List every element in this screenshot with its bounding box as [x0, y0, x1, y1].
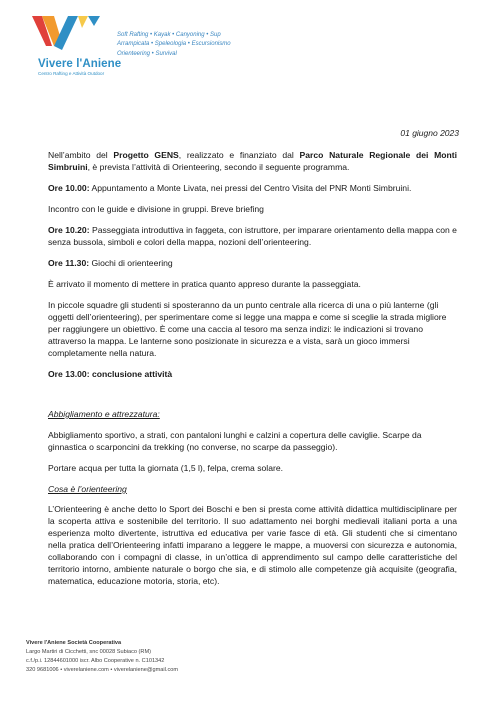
document-body — [48, 149, 457, 587]
activities-list — [117, 31, 231, 59]
schedule-time: Ore 10.00: — [48, 183, 90, 193]
about-text: L’Orienteering è anche detto lo Sport dei Boschi e ben si presta come attività didattica multidisciplinare per la scoperta attiva e sostenibile del territorio. Il suo adattamento nei borghi medievali italiani porta a una esperienza molto divertente, istruttiva ed educativa per varie fasce di età. Gli studenti che si cimentano nella pratica dell’Orienteering infatti imparano a leggere le mappe, a muoversi con sicurezza e autonomia, collaborando con i compagni di classe, in un’ottica di apprendimento sul campo delle caratteristiche del territorio intorno, ambiente naturale o borgo che sia, e di stimolo alle competenze già acquisite (geografia, matematica, educazione motoria, storia, etc). — [48, 504, 457, 586]
schedule-text: Passeggiata introduttiva in faggeta, con istruttore, per imparare orientamento della mappa con e senza bussola, simboli e colori della mappa, nozioni dell’orienteering. — [48, 225, 457, 247]
footer — [26, 639, 178, 675]
supplies-text: Portare acqua per tutta la giornata (1,5 l), felpa, crema solare. — [48, 463, 284, 473]
project-name: Progetto GENS — [113, 150, 179, 160]
schedule-time: Ore 11.30: — [48, 258, 90, 268]
schedule-item-1000 — [48, 182, 457, 194]
clothing-title: Abbigliamento e attrezzatura: — [48, 409, 160, 419]
schedule-item-1130 — [48, 257, 457, 269]
intro-text: , è prevista l’attività di Orienteering, secondo il seguente programma. — [87, 162, 350, 172]
intro-text: Nell’ambito del — [48, 150, 114, 160]
footer-contacts: 320 9681006 • viverelaniene.com • viverelaniene@gmail.com — [26, 667, 179, 673]
footer-tax: c.f./p.i. 12844601000 iscr. Albo Cooperative n. C101342 — [26, 658, 165, 664]
schedule-time: Ore 10.20: — [48, 225, 90, 235]
clothing-text: Abbigliamento sportivo, a strati, con pantaloni lunghi e calzini a copertura delle caviglie. Scarpe da ginnastica o scarponcini da trekking (no converse, no scarpe da passeggio). — [48, 430, 422, 452]
letterhead — [0, 0, 495, 80]
logo-mark-icon — [28, 14, 108, 60]
schedule-text: Appuntamento a Monte Livata, nei pressi del Centro Visita del PNR Monti Simbruini. — [89, 183, 412, 193]
park-name: Parco Naturale Regionale dei Monti Simbruini — [48, 150, 457, 172]
schedule-item-1300: Ore 13.00: conclusione attività — [48, 369, 173, 379]
intro-text: , realizzato e finanziato dal — [178, 150, 300, 160]
document-date: 01 giugno 2023 — [400, 128, 459, 138]
company-logo — [28, 14, 122, 76]
footer-company: Vivere l'Aniene Società Cooperativa — [26, 640, 122, 646]
intro-paragraph — [48, 149, 457, 173]
about-title: Cosa è l’orienteering — [48, 484, 127, 494]
activities-line: Orienteering • Survival — [117, 50, 177, 57]
schedule-note: È arrivato il momento di mettere in pratica quanto appreso durante la passeggiata. — [48, 279, 361, 289]
activities-line: Soft Rafting • Kayak • Canyoning • Sup — [117, 32, 221, 38]
schedule-text: Giochi di orienteering — [89, 258, 173, 268]
schedule-item-1020 — [48, 224, 457, 248]
footer-address: Largo Martiri di Cicchetti, snc 00028 Subiaco (RM) — [26, 649, 151, 655]
activities-line: Arrampicata • Speleologia • Escursionismo — [117, 41, 231, 48]
logo-name: Vivere l'Aniene — [38, 58, 122, 70]
schedule-note: Incontro con le guide e divisione in gruppi. Breve briefing — [48, 204, 264, 214]
logo-tagline: Centro Rafting e Attività Outdoor — [38, 71, 105, 76]
schedule-description: In piccole squadre gli studenti si sposteranno da un punto centrale alla ricerca di una o più lanterne (gli oggetti dell’orienteering), per sperimentare come si legge una mappa e come si sceglie la strada migliore per raggiungere un obiettivo. È come una caccia al tesoro ma senza indizi: le indicazioni si trovano attraverso la mappa. Le lanterne sono posizionate in sicurezza e a vista, sarà un gioco immersi completamente nella natura. — [48, 300, 447, 358]
